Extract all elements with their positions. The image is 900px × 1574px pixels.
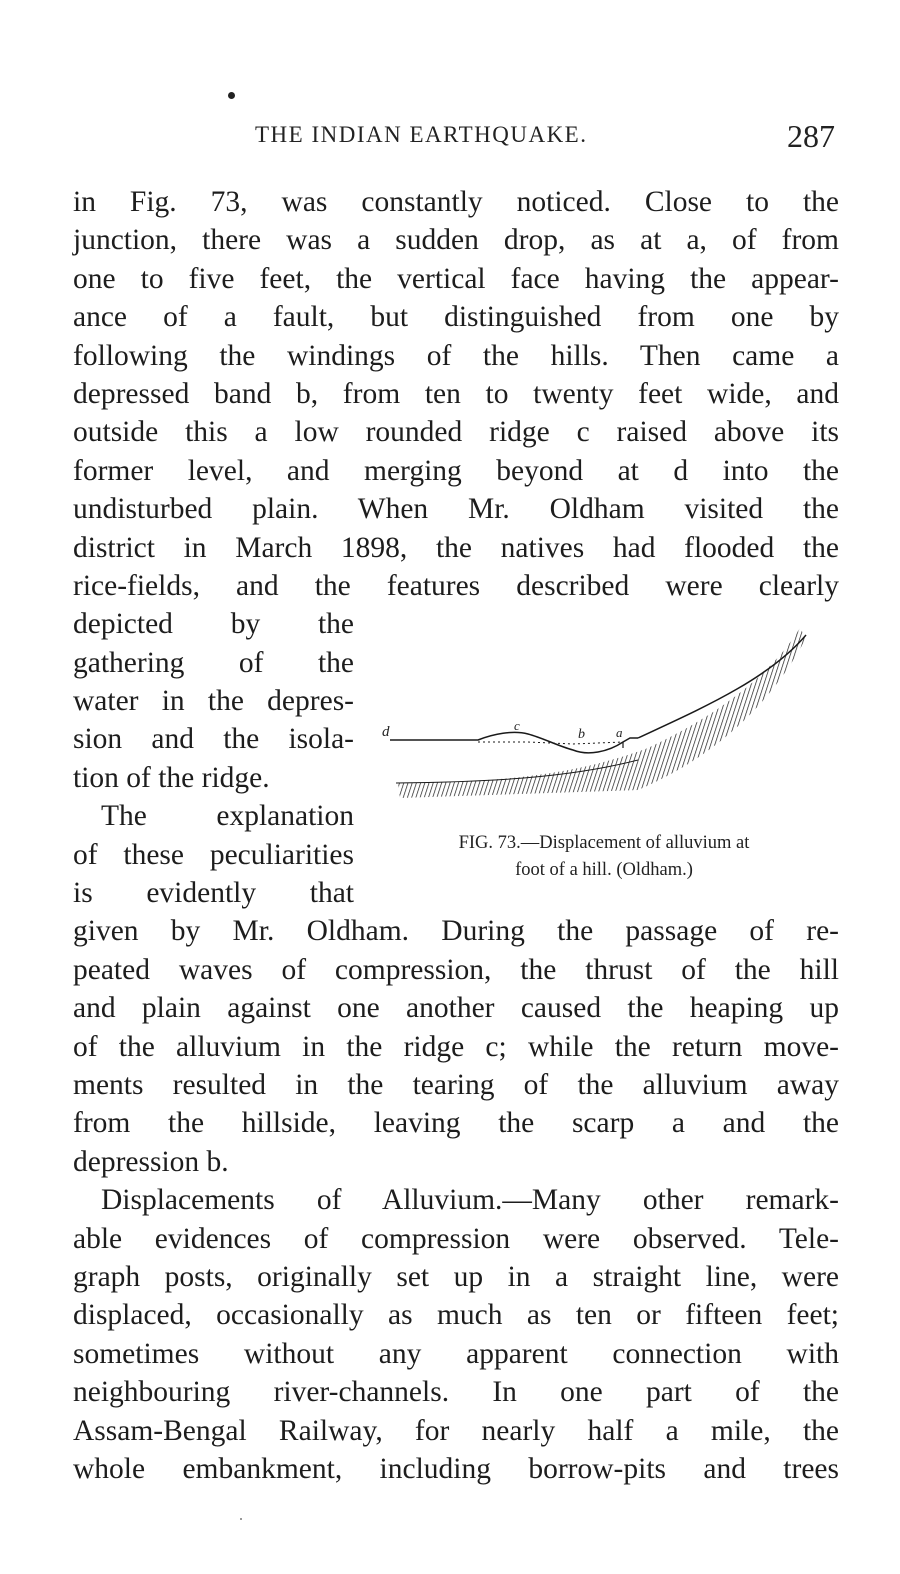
alluvium-diagram xyxy=(368,620,840,825)
text-line: in Fig. 73, was constantly noticed. Close to the xyxy=(73,186,839,218)
text-line: one to five feet, the vertical face having the appear- xyxy=(73,262,839,295)
text-line: rice-fields, and the features described were clearly xyxy=(73,569,839,602)
label-b: b xyxy=(578,727,585,742)
stray-mark xyxy=(228,92,235,99)
text-line: able evidences of compression were observed. Tele- xyxy=(73,1222,839,1255)
text-line: depression b. xyxy=(73,1145,229,1178)
stray-mark xyxy=(240,1518,242,1520)
text-line: The explanation xyxy=(101,800,354,833)
text-line: whole embankment, including borrow-pits and trees xyxy=(73,1452,839,1485)
figure-73 xyxy=(368,620,840,900)
text-line: of these peculiarities xyxy=(73,838,354,871)
label-a: a xyxy=(616,725,623,740)
page-number: 287 xyxy=(787,118,835,154)
text-line: sometimes without any apparent connection with xyxy=(73,1337,839,1370)
label-d: d xyxy=(382,724,390,740)
label-c: c xyxy=(514,718,520,733)
text-line: peated waves of compression, the thrust of the hill xyxy=(73,953,839,986)
ground-profile xyxy=(390,732,638,752)
text-line: former level, and merging beyond at d into the xyxy=(73,454,839,487)
text-line: ments resulted in the tearing of the alluvium away xyxy=(73,1068,839,1101)
section-heading-line: Displacements of Alluvium.—Many other remark- xyxy=(101,1184,839,1217)
text-line: depicted by the xyxy=(73,608,354,641)
hill-hatching xyxy=(398,628,806,798)
text-line: and plain against one another caused the heaping up xyxy=(73,992,839,1025)
text-line: neighbouring river-channels. In one part of the xyxy=(73,1376,839,1409)
text-line: tion of the ridge. xyxy=(73,761,270,794)
text-line: given by Mr. Oldham. During the passage of re- xyxy=(73,915,839,948)
text-line: junction, there was a sudden drop, as at a, of from xyxy=(73,224,839,257)
text-line: district in March 1898, the natives had flooded the xyxy=(73,531,839,564)
text-line: gathering of the xyxy=(73,646,354,679)
text-line: ance of a fault, but distinguished from one by xyxy=(73,301,839,334)
text-line: following the windings of the hills. Then came a xyxy=(73,339,839,372)
text-line: outside this a low rounded ridge c raised above its xyxy=(73,416,839,449)
text-line: from the hillside, leaving the scarp a and the xyxy=(73,1107,839,1140)
text-line: undisturbed plain. When Mr. Oldham visited the xyxy=(73,493,839,526)
text-line: of the alluvium in the ridge c; while the return move- xyxy=(73,1030,839,1063)
text-line: displaced, occasionally as much as ten or fifteen feet; xyxy=(73,1299,839,1332)
text-line: Assam-Bengal Railway, for nearly half a mile, the xyxy=(73,1414,839,1447)
text-line: water in the depres- xyxy=(73,685,354,718)
figure-caption xyxy=(368,830,840,884)
caption-line-1: FIG. 73.—Displacement of alluvium at xyxy=(458,833,750,853)
text-line: is evidently that xyxy=(73,877,354,910)
text-line: depressed band b, from ten to twenty feet wide, and xyxy=(73,377,839,410)
page-header xyxy=(0,118,900,158)
caption-line-2: foot of a hill. (Oldham.) xyxy=(515,860,693,880)
running-title: THE INDIAN EARTHQUAKE. xyxy=(255,122,588,147)
text-line: sion and the isola- xyxy=(73,723,354,756)
text-line: graph posts, originally set up in a straight line, were xyxy=(73,1260,839,1293)
